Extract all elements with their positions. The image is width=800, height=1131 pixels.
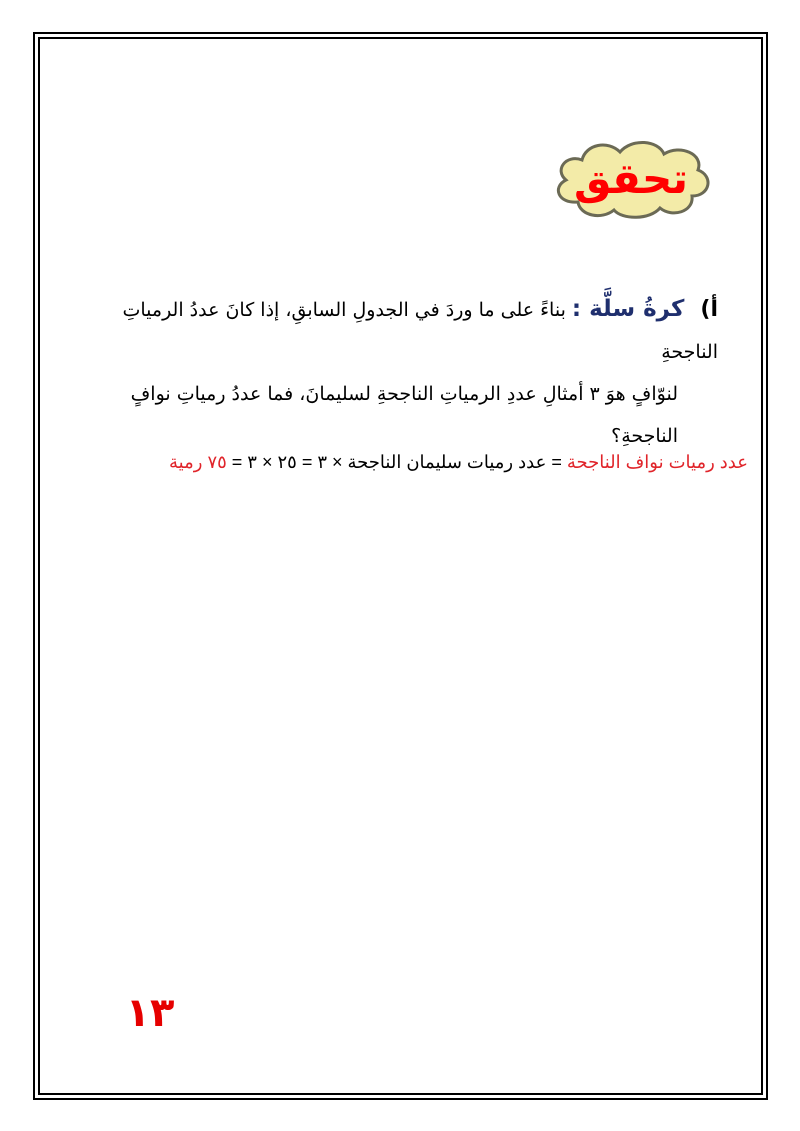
question-topic: كرةُ سلَّة : [571, 296, 685, 322]
answer-calculation: ٢٥ × ٣ [247, 452, 297, 472]
answer-result: ٧٥ رمية [169, 452, 227, 472]
question-marker: أ) [700, 297, 718, 322]
question-line-2: لنوّافٍ هوَ ٣ أمثالِ عددِ الرمياتِ الناجحةِ لسليمانَ، فما عددُ رمياتِ نوافٍ [130, 383, 678, 405]
page-number: ١٣ [125, 990, 175, 1036]
answer-middle: عدد رميات سليمان الناجحة × ٣ [317, 452, 547, 472]
answer-equals-1: = [546, 452, 567, 472]
answer-equals-3: = [226, 452, 248, 472]
answer-equals-2: = [296, 452, 318, 472]
question-line-3: الناجحةِ؟ [611, 425, 678, 447]
answer-line [48, 452, 748, 473]
check-title: تحقق [573, 153, 689, 203]
question-block [60, 288, 718, 457]
question-line-1: بناءً على ما وردَ في الجدولِ السابقِ، إذا كانَ عددُ الرمياتِ الناجحةِ [122, 299, 718, 363]
answer-lhs: عدد رميات نواف الناجحة [566, 452, 748, 472]
